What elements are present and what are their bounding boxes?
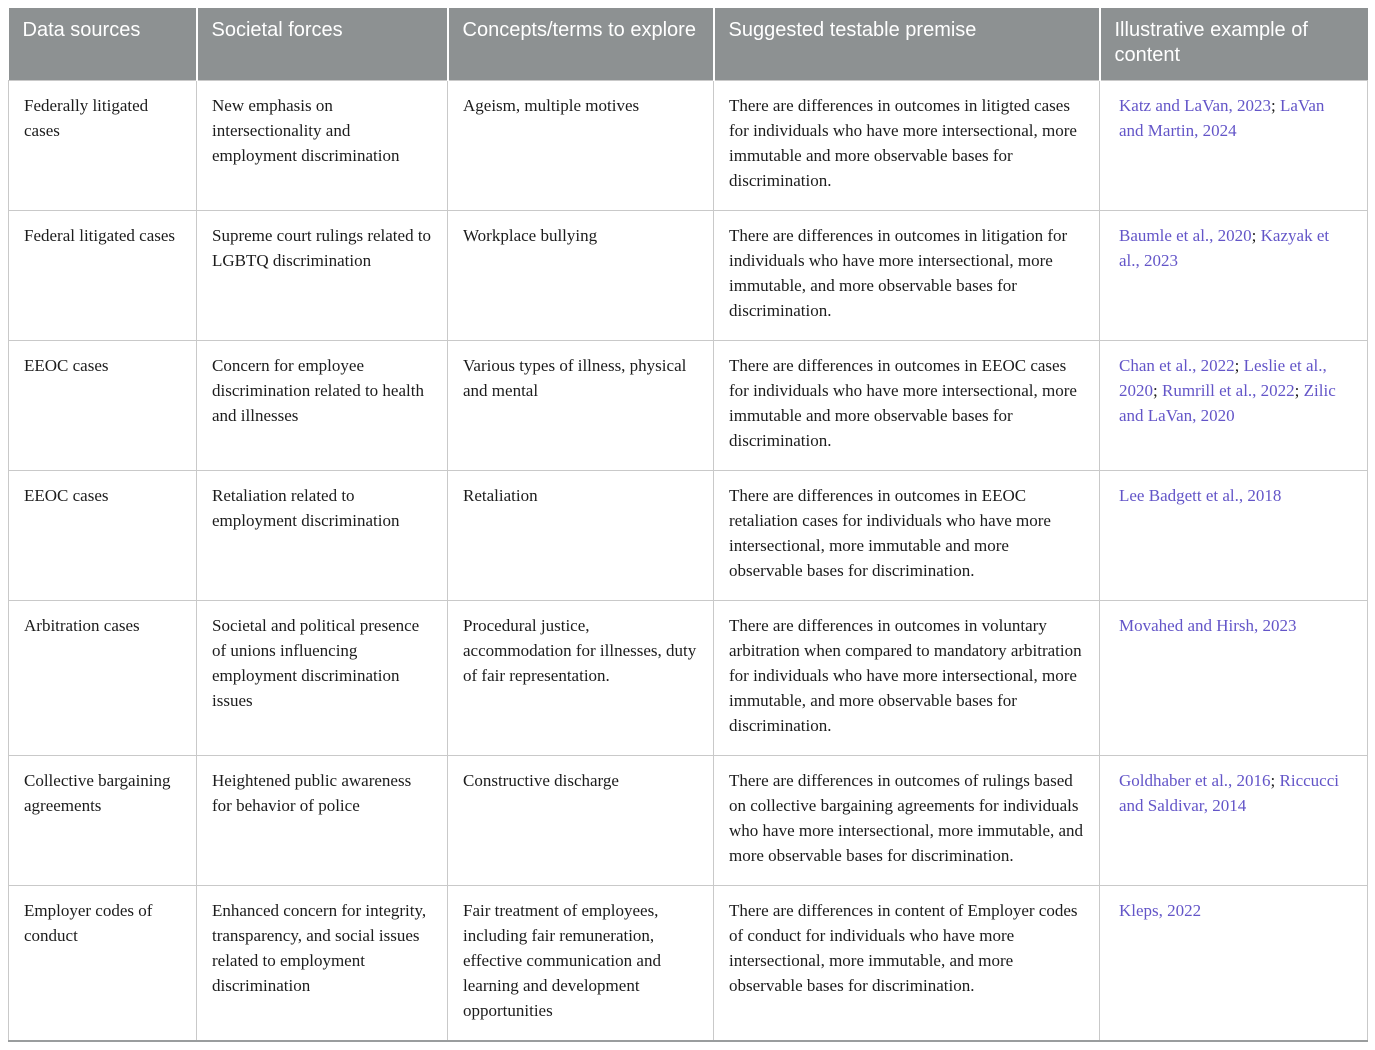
- cell-citations: [1100, 470, 1368, 600]
- cell-citations: [1100, 210, 1368, 340]
- cell-citations: [1100, 340, 1368, 470]
- citation-separator: ;: [1270, 770, 1280, 790]
- header-data-sources: Data sources: [9, 8, 197, 81]
- cell-concepts: Constructive discharge: [448, 755, 714, 885]
- cell-concepts: Retaliation: [448, 470, 714, 600]
- cell-premise: There are differences in outcomes in EEOC cases for individuals who have more intersectional, more immutable and more observable bases for discrimination.: [714, 340, 1100, 470]
- cell-data-source: EEOC cases: [9, 470, 197, 600]
- cell-concepts: Workplace bullying: [448, 210, 714, 340]
- citation-link[interactable]: Kleps, 2022: [1119, 900, 1202, 920]
- header-row: [9, 8, 1368, 81]
- header-illustrative-example: Illustrative example of content: [1100, 8, 1368, 81]
- citation-link[interactable]: Movahed and Hirsh, 2023: [1119, 615, 1297, 635]
- citation-link[interactable]: Baumle et al., 2020: [1119, 225, 1252, 245]
- cell-premise: There are differences in outcomes in voluntary arbitration when compared to mandatory arbitration for individuals who have more intersectional, more immutable, and more observable bases for discrimination.: [714, 600, 1100, 755]
- cell-concepts: Ageism, multiple motives: [448, 81, 714, 211]
- cell-data-source: Employer codes of conduct: [9, 885, 197, 1040]
- citation-separator: ;: [1294, 380, 1304, 400]
- cell-concepts: Procedural justice, accommodation for illnesses, duty of fair representation.: [448, 600, 714, 755]
- citation-separator: ;: [1271, 96, 1280, 115]
- citation-link[interactable]: Katz and LaVan, 2023: [1119, 96, 1272, 115]
- table-row: [9, 81, 1368, 211]
- cell-societal-forces: Concern for employee discrimination related to health and illnesses: [197, 340, 448, 470]
- cell-data-source: Federal litigated cases: [9, 210, 197, 340]
- cell-societal-forces: New emphasis on intersectionality and employment discrimination: [197, 81, 448, 211]
- cell-concepts: Fair treatment of employees, including fair remuneration, effective communication and learning and development opportunities: [448, 885, 714, 1040]
- citation-link[interactable]: Leslie et al., 2020: [1119, 355, 1327, 400]
- cell-data-source: Collective bargaining agreements: [9, 755, 197, 885]
- citation-link[interactable]: Chan et al., 2022: [1119, 355, 1235, 375]
- table-row: [9, 600, 1368, 755]
- citation-link[interactable]: Riccucci and Saldivar, 2014: [1119, 770, 1339, 815]
- table-row: [9, 885, 1368, 1040]
- table-row: [9, 470, 1368, 600]
- table-row: [9, 340, 1368, 470]
- citation-link[interactable]: Goldhaber et al., 2016: [1119, 770, 1271, 790]
- citation-separator: ;: [1234, 355, 1244, 375]
- table-header: [9, 8, 1368, 81]
- cell-premise: There are differences in content of Employer codes of conduct for individuals who have more intersectional, more immutable, and more observable bases for discrimination.: [714, 885, 1100, 1040]
- table-row: [9, 210, 1368, 340]
- citation-link[interactable]: LaVan and Martin, 2024: [1119, 96, 1325, 140]
- cell-societal-forces: Retaliation related to employment discrimination: [197, 470, 448, 600]
- cell-citations: [1100, 600, 1368, 755]
- table-row: [9, 755, 1368, 885]
- cell-premise: There are differences in outcomes of rulings based on collective bargaining agreements for individuals who have more intersectional, more immutable, and more observable bases for discrimination.: [714, 755, 1100, 885]
- cell-citations: [1100, 885, 1368, 1040]
- cell-data-source: EEOC cases: [9, 340, 197, 470]
- cell-premise: There are differences in outcomes in EEOC retaliation cases for individuals who have more intersectional, more immutable and more observable bases for discrimination.: [714, 470, 1100, 600]
- cell-data-source: Federally litigated cases: [9, 81, 197, 211]
- header-concepts: Concepts/terms to explore: [448, 8, 714, 81]
- cell-concepts: Various types of illness, physical and mental: [448, 340, 714, 470]
- cell-societal-forces: Societal and political presence of unions influencing employment discrimination issues: [197, 600, 448, 755]
- cell-societal-forces: Enhanced concern for integrity, transparency, and social issues related to employment discrimination: [197, 885, 448, 1040]
- cell-societal-forces: Supreme court rulings related to LGBTQ discrimination: [197, 210, 448, 340]
- cell-premise: There are differences in outcomes in litigation for individuals who have more intersectional, more immutable, and more observable bases for discrimination.: [714, 210, 1100, 340]
- cell-societal-forces: Heightened public awareness for behavior of police: [197, 755, 448, 885]
- cell-citations: [1100, 81, 1368, 211]
- citation-separator: ;: [1153, 380, 1162, 400]
- header-societal-forces: Societal forces: [197, 8, 448, 81]
- cell-data-source: Arbitration cases: [9, 600, 197, 755]
- citation-link[interactable]: Rumrill et al., 2022: [1161, 380, 1295, 400]
- cell-premise: There are differences in outcomes in litigted cases for individuals who have more intersectional, more immutable and more observable bases for discrimination.: [714, 81, 1100, 211]
- cell-citations: [1100, 755, 1368, 885]
- citation-link[interactable]: Kazyak et al., 2023: [1119, 225, 1330, 270]
- table-body: [9, 81, 1368, 1041]
- citation-link[interactable]: Lee Badgett et al., 2018: [1119, 485, 1282, 505]
- citation-link[interactable]: Zilic and LaVan, 2020: [1119, 380, 1336, 425]
- header-premise: Suggested testable premise: [714, 8, 1100, 81]
- citation-separator: ;: [1251, 225, 1261, 245]
- premise-table: [8, 8, 1368, 1042]
